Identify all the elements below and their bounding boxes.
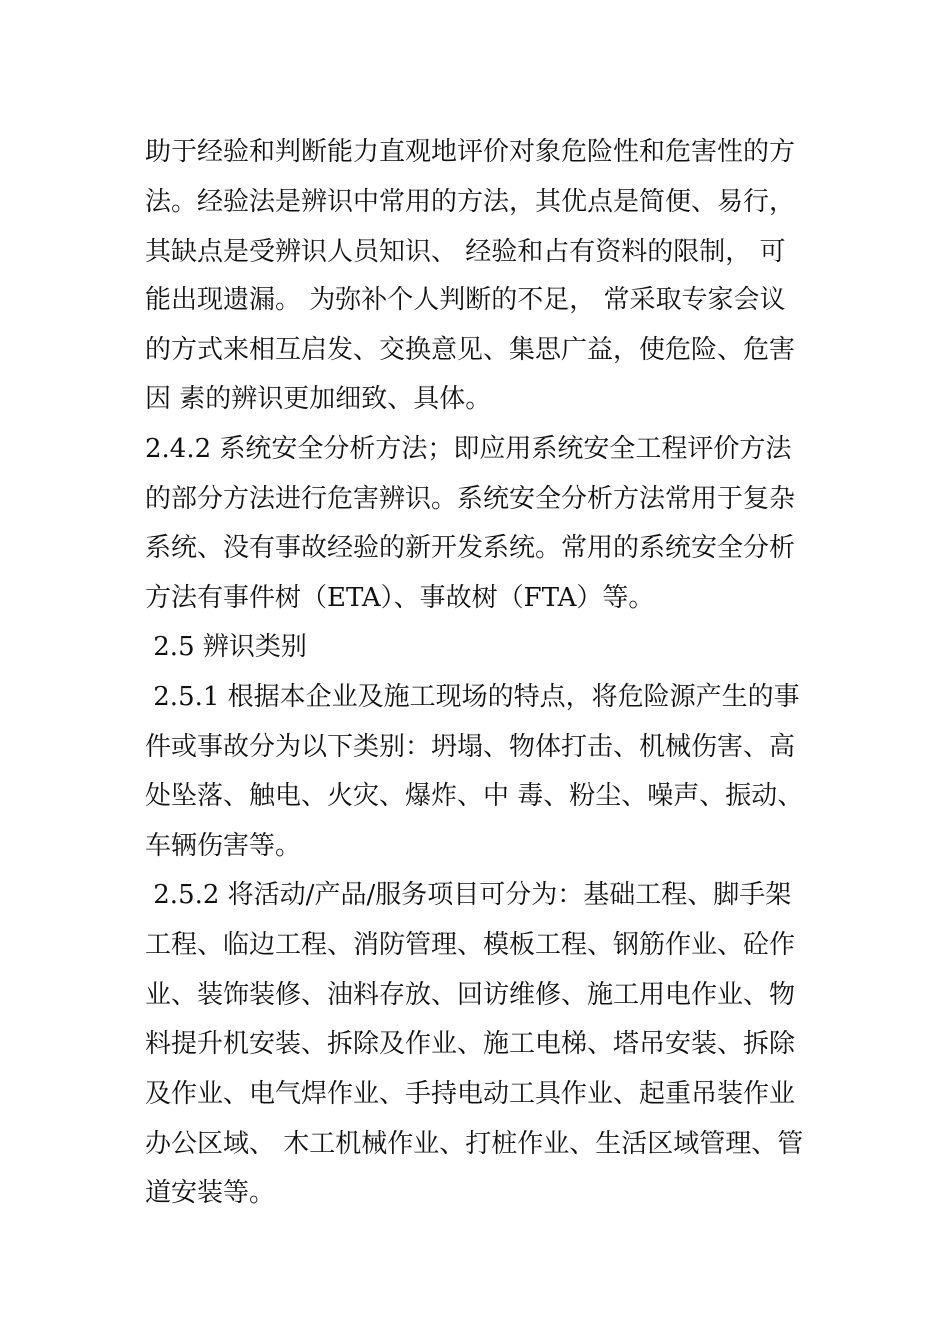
section-heading-2-5-2: 2.5.2 将活动/产品/服务项目可分为：基础工程、脚手架: [145, 880, 792, 910]
text-line: 的方式来相互启发、交换意见、集思广益，使危险、危害: [145, 335, 796, 365]
text-line: 的部分方法进行危害辨识。系统安全分析方法常用于复杂: [145, 484, 796, 514]
text-line: 能出现遗漏。 为弥补个人判断的不足， 常采取专家会议: [145, 285, 786, 315]
text-line: 处坠落、触电、火灾、爆炸、中 毒、粉尘、噪声、振动、: [145, 781, 804, 811]
text-line: 料提升机安装、拆除及作业、施工电梯、塔吊安装、拆除: [145, 1029, 796, 1059]
text-line: 法。经验法是辨识中常用的方法，其优点是简便、易行，: [145, 187, 796, 217]
text-line: 其缺点是受辨识人员知识、 经验和占有资料的限制， 可: [145, 237, 786, 267]
text-line: 及作业、电气焊作业、手持电动工具作业、起重吊装作业: [145, 1079, 796, 1109]
text-line: 助于经验和判断能力直观地评价对象危险性和危害性的方: [145, 137, 796, 167]
text-line: 工程、临边工程、消防管理、模板工程、钢筋作业、砼作: [145, 930, 796, 960]
section-heading-2-5-1: 2.5.1 根据本企业及施工现场的特点，将危险源产生的事: [145, 682, 800, 712]
text-line: 因 素的辨识更加细致、具体。: [145, 384, 492, 414]
text-line: 业、装饰装修、油料存放、回访维修、施工用电作业、物: [145, 980, 796, 1010]
section-heading-2-5: 2.5 辨识类别: [145, 632, 307, 662]
text-line: 车辆伤害等。: [145, 831, 302, 861]
text-line: 方法有事件树（ETA）、事故树（FTA）等。: [145, 583, 655, 613]
text-line: 系统、没有事故经验的新开发系统。常用的系统安全分析: [145, 533, 796, 563]
text-line: 道安装等。: [145, 1178, 276, 1208]
section-heading-2-4-2: 2.4.2 系统安全分析方法；即应用系统安全工程评价方法: [145, 434, 792, 464]
text-line: 办公区域、 木工机械作业、打桩作业、生活区域管理、管: [145, 1129, 804, 1159]
text-line: 件或事故分为以下类别：坍塌、物体打击、机械伤害、高: [145, 732, 796, 762]
